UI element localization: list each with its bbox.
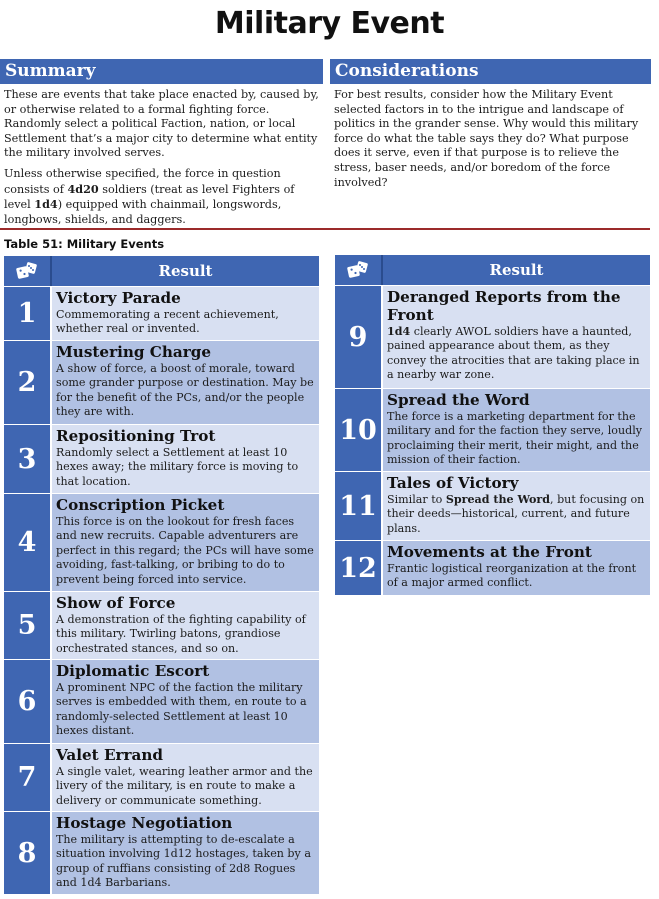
roll-number: 11 [335,471,381,540]
result-name: Spread the Word [387,391,530,409]
result-name: Repositioning Trot [56,427,216,445]
table-row [4,493,319,591]
summary-paragraph-1: These are events that take place enacted by, caused by, or otherwise related to a formal fighting force. Randomly select a political Faction, nation, or local Settlement that’s a major city to determine what entity the military involved serves. [4,88,319,160]
table-row [4,424,319,493]
section-divider [0,228,650,230]
result-name: Deranged Reports from the Front [387,288,621,324]
summary-heading: Summary [0,59,323,84]
result-description: 1d4 clearly AWOL soldiers have a haunted, pained appearance about them, as they convey the atrocities that are taking place in a nearby war zone. [387,325,640,382]
result-name: Hostage Negotiation [56,814,233,832]
result-description: Similar to Spread the Word, but focusing on their deeds—historical, current, and future plans. [387,493,645,535]
roll-number: 1 [4,286,50,340]
result-header: Result [158,262,213,280]
result-description: The military is attempting to de-escalate a situation involving 1d12 hostages, taken by a group of ruffians consisting of 2d8 Rogues and 1d4 Barbarians. [56,833,311,890]
result-description: Commemorating a recent achievement, whether real or invented. [56,308,279,336]
roll-number: 10 [335,388,381,471]
result-description: A prominent NPC of the faction the military serves is embedded with them, en route to a randomly-selected Settlement at least 10 hexes distant. [56,681,307,738]
roll-number: 5 [4,591,50,659]
result-name: Conscription Picket [56,496,225,514]
result-header: Result [489,261,544,279]
result-description: Randomly select a Settlement at least 10 hexes away; the military force is moving to that location. [56,446,299,488]
considerations-text [334,88,650,196]
dice-icon [335,255,383,285]
result-name: Show of Force [56,594,176,612]
right-table-header [335,255,650,286]
result-name: Diplomatic Escort [56,662,210,680]
roll-number: 7 [4,743,50,811]
roll-number: 2 [4,340,50,424]
page-title: Military Event [214,6,445,41]
summary-paragraph-2: Unless otherwise specified, the force in question consists of 4d20 soldiers (treat as level Fighters of level 1d4) equipped with chainmail, longswords, longbows, shields, and daggers. [4,166,295,226]
roll-number: 4 [4,493,50,591]
table-row [335,285,650,388]
table-row [335,471,650,540]
result-description: A single valet, wearing leather armor and the livery of the military, is en route to make a delivery or communicate something. [56,765,313,807]
result-description: Frantic logistical reorganization at the front of a major armed conflict. [387,562,637,590]
result-description: This force is on the lookout for fresh faces and new recruits. Capable adventurers are perfect in this regard; the PCs will have some avoiding, fast-talking, or bribing to do to prevent being forced into service. [56,515,314,586]
table-row [335,540,650,595]
roll-number: 12 [335,540,381,595]
result-name: Victory Parade [56,289,181,307]
result-description: A demonstration of the fighting capability of this military. Twirling batons, grandiose orchestrated stances, and so on. [56,613,306,655]
table-row [335,388,650,471]
result-description: The force is a marketing department for the military and for the faction they serve, loudly proclaiming their merit, their might, and the mission of their faction. [387,410,643,467]
roll-number: 6 [4,659,50,743]
considerations-paragraph: For best results, consider how the Military Event selected factors in to the intrigue and landscape of politics in the grander sense. Why would this military force do what the table says they do? What purpose does it serve, even if that purpose is to relieve the stress, baser needs, and/or boredom of the force involved? [334,88,639,189]
left-table-header [4,256,319,287]
result-name: Tales of Victory [387,474,519,492]
dice-icon [4,256,52,286]
table-row [4,811,319,894]
table-row [4,286,319,340]
considerations-heading: Considerations [330,59,651,84]
roll-number: 9 [335,285,381,388]
roll-number: 8 [4,811,50,894]
result-name: Valet Errand [56,746,164,764]
table-caption: Table 51: Military Events [4,237,165,251]
table-row [4,591,319,659]
table-row [4,743,319,811]
result-description: A show of force, a boost of morale, toward some grander purpose or destination. May be for the benefit of the PCs, and/or the people they are with. [56,362,314,419]
result-name: Mustering Charge [56,343,212,361]
summary-text [4,88,322,233]
roll-number: 3 [4,424,50,493]
table-row [4,659,319,743]
table-row [4,340,319,424]
result-name: Movements at the Front [387,543,592,561]
